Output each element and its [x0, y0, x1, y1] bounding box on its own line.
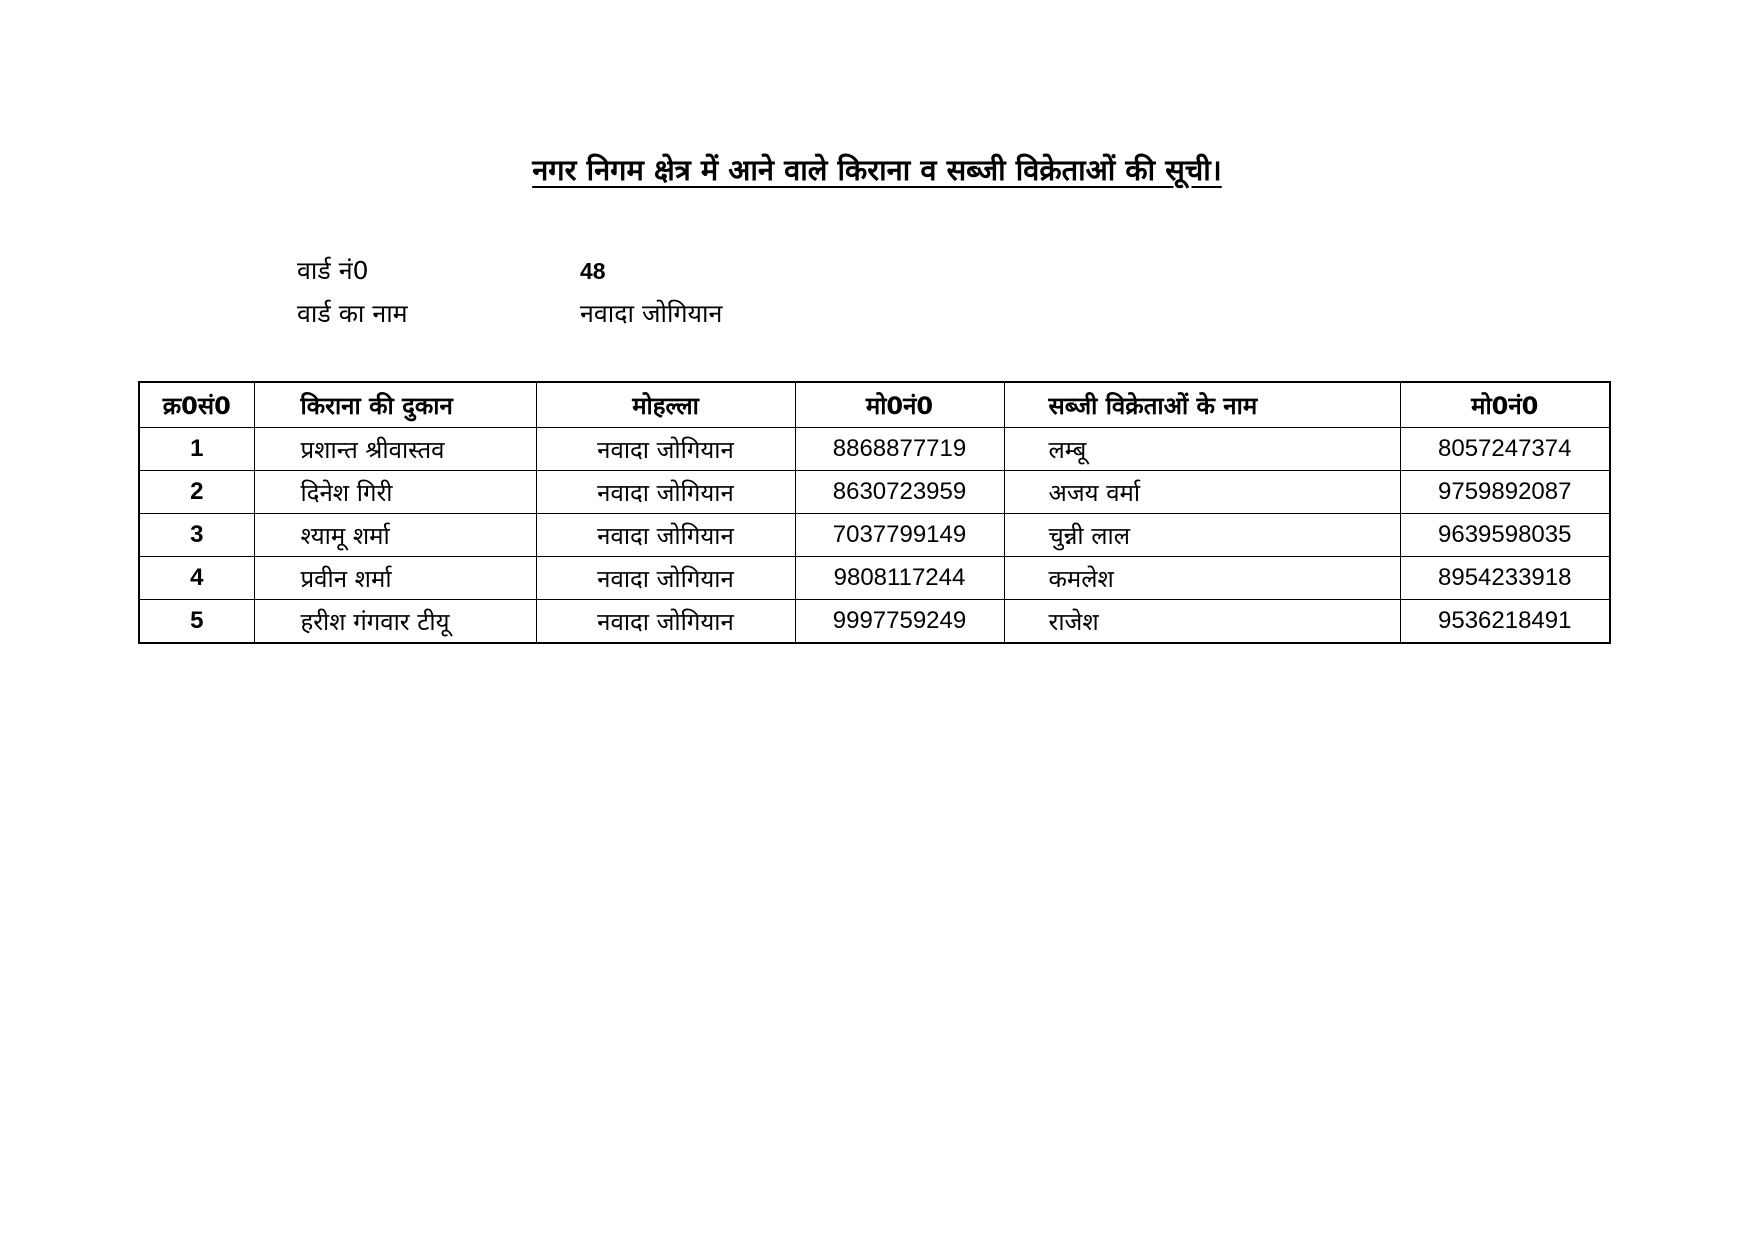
cell-grocery-shop: प्रवीन शर्मा [254, 557, 536, 600]
cell-vegetable-vendor: अजय वर्मा [1004, 471, 1400, 514]
cell-locality: नवादा जोगियान [536, 557, 795, 600]
cell-serial-number: 5 [139, 600, 254, 644]
cell-shop-mobile: 8868877719 [795, 428, 1004, 471]
cell-grocery-shop: दिनेश गिरी [254, 471, 536, 514]
cell-shop-mobile: 9808117244 [795, 557, 1004, 600]
cell-grocery-shop: श्यामू शर्मा [254, 514, 536, 557]
ward-name-value: नवादा जोगियान [580, 299, 723, 328]
cell-serial-number: 3 [139, 514, 254, 557]
header-vendor-mobile: मो0नं0 [1400, 382, 1610, 428]
cell-vendor-mobile: 9639598035 [1400, 514, 1610, 557]
cell-locality: नवादा जोगियान [536, 600, 795, 644]
header-vegetable-vendor: सब्जी विक्रेताओं के नाम [1004, 382, 1400, 428]
table-row [139, 557, 1610, 600]
cell-vegetable-vendor: लम्बू [1004, 428, 1400, 471]
header-shop-mobile: मो0नं0 [795, 382, 1004, 428]
header-locality: मोहल्ला [536, 382, 795, 428]
cell-shop-mobile: 7037799149 [795, 514, 1004, 557]
document-title: नगर निगम क्षेत्र में आने वाले किराना व सब्जी विक्रेताओं की सूची। [532, 153, 1222, 187]
cell-vendor-mobile: 9759892087 [1400, 471, 1610, 514]
table-header-row [139, 382, 1610, 428]
cell-serial-number: 4 [139, 557, 254, 600]
ward-number-value: 48 [580, 258, 606, 284]
cell-vegetable-vendor: राजेश [1004, 600, 1400, 644]
cell-vegetable-vendor: कमलेश [1004, 557, 1400, 600]
cell-vendor-mobile: 9536218491 [1400, 600, 1610, 644]
cell-locality: नवादा जोगियान [536, 471, 795, 514]
cell-vendor-mobile: 8954233918 [1400, 557, 1610, 600]
table-row [139, 428, 1610, 471]
cell-vendor-mobile: 8057247374 [1400, 428, 1610, 471]
header-grocery-shop: किराना की दुकान [254, 382, 536, 428]
cell-serial-number: 1 [139, 428, 254, 471]
cell-locality: नवादा जोगियान [536, 428, 795, 471]
cell-grocery-shop: प्रशान्त श्रीवास्तव [254, 428, 536, 471]
vendor-table [138, 381, 1611, 644]
cell-grocery-shop: हरीश गंगवार टीयू [254, 600, 536, 644]
cell-locality: नवादा जोगियान [536, 514, 795, 557]
ward-name-label: वार्ड का नाम [297, 299, 408, 328]
header-serial-number: क्र0सं0 [139, 382, 254, 428]
cell-serial-number: 2 [139, 471, 254, 514]
cell-shop-mobile: 9997759249 [795, 600, 1004, 644]
cell-vegetable-vendor: चुन्नी लाल [1004, 514, 1400, 557]
table-row [139, 514, 1610, 557]
table-row [139, 600, 1610, 644]
cell-shop-mobile: 8630723959 [795, 471, 1004, 514]
ward-number-label: वार्ड नं0 [297, 256, 369, 285]
table-row [139, 471, 1610, 514]
